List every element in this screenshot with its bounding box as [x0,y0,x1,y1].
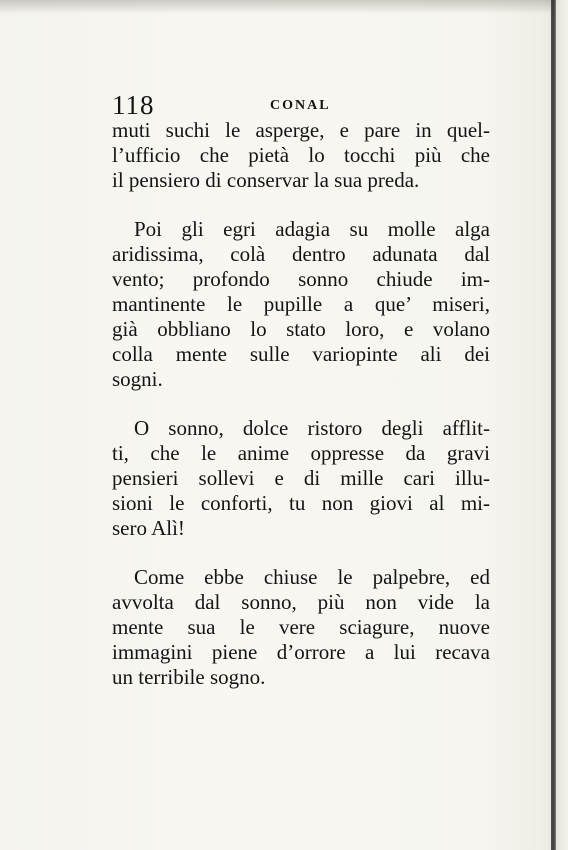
page-number: 118 [112,90,155,120]
running-title: CONAL [270,98,331,113]
text-line: vento; profondo sonno chiude im- [112,267,490,291]
text-line: sioni le conforti, tu non giovi al mi- [112,491,490,515]
page-edge [556,0,568,850]
text-line: mantinente le pupille a que’ miseri, [112,292,490,316]
paragraph-1 [112,118,490,193]
text-line: mente sua le vere sciagure, nuove [112,615,490,639]
text-line: avvolta dal sonno, più non vide la [112,590,490,614]
paragraph-2 [112,217,490,392]
text-line: aridissima, colà dentro adunata dal [112,242,490,266]
running-head [112,90,490,120]
text-line: colla mente sulle variopinte ali dei [112,342,490,366]
text-line: immagini piene d’orrore a lui recava [112,640,490,664]
paragraph-3 [112,416,490,541]
text-line: ti, che le anime oppresse da gravi [112,441,490,465]
binding-shadow [551,0,556,850]
text-line: il pensiero di conservar la sua preda. [112,168,420,192]
text-line: muti suchi le asperge, e pare in quel- [112,118,490,142]
text-line: già obbliano lo stato loro, e volano [112,317,490,341]
body-text [112,118,490,714]
text-line: un terribile sogno. [112,665,266,689]
paragraph-4 [112,565,490,690]
text-line: O sonno, dolce ristoro degli afflit- [134,416,490,440]
text-line: sogni. [112,367,163,391]
text-line: sero Alì! [112,516,185,540]
text-line: Poi gli egri adagia su molle alga [134,217,490,241]
text-line: Come ebbe chiuse le palpebre, ed [134,565,490,589]
text-line: pensieri sollevi e di mille cari illu- [112,466,490,490]
text-line: l’ufficio che pietà lo tocchi più che [112,143,490,167]
